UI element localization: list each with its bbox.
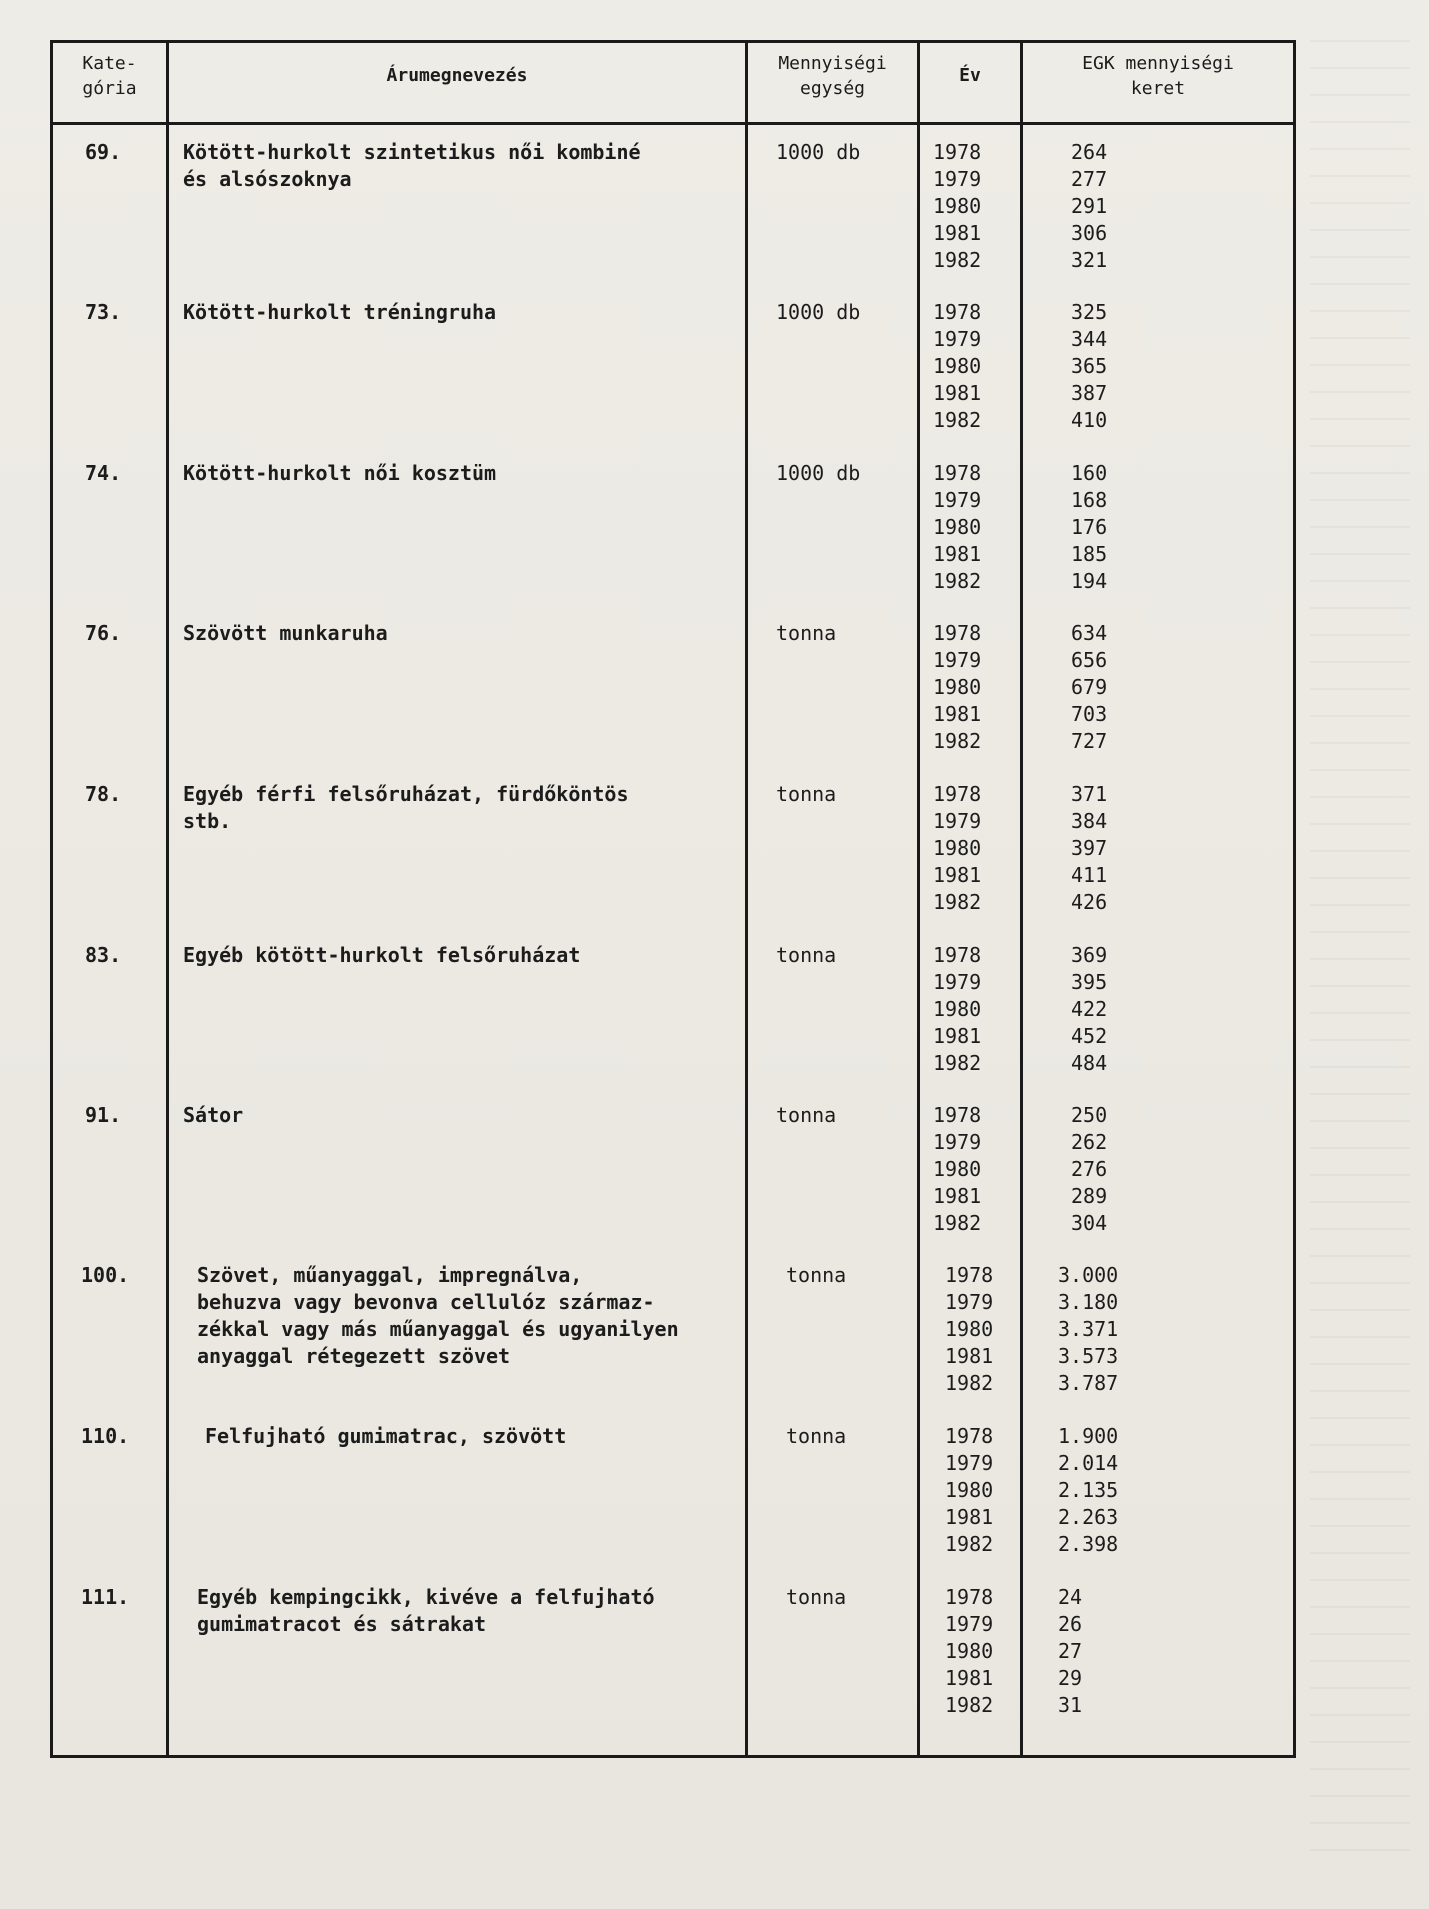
year-value: 1978 bbox=[933, 461, 982, 485]
header-product: Árumegnevezés bbox=[386, 65, 528, 86]
unit-cell: 1000 db bbox=[776, 300, 861, 324]
product-name-line: Felfujható gumimatrac, szövött bbox=[205, 1424, 567, 1448]
year-value: 1982 bbox=[945, 1693, 994, 1717]
quota-value: 387 bbox=[1071, 381, 1108, 405]
year-list bbox=[945, 1423, 993, 1558]
year-value: 1980 bbox=[933, 675, 982, 699]
quota-value: 24 bbox=[1058, 1585, 1083, 1609]
year-value: 1980 bbox=[945, 1478, 994, 1502]
year-value: 1978 bbox=[945, 1263, 994, 1287]
unit-cell: tonna bbox=[786, 1585, 847, 1609]
column-divider bbox=[166, 43, 169, 1755]
year-list bbox=[933, 460, 981, 595]
quota-value: 3.371 bbox=[1058, 1317, 1119, 1341]
category-cell: 74. bbox=[85, 461, 122, 485]
product-name-cell bbox=[183, 620, 743, 647]
year-value: 1981 bbox=[945, 1505, 994, 1529]
year-value: 1982 bbox=[945, 1371, 994, 1395]
year-value: 1979 bbox=[933, 1130, 982, 1154]
year-value: 1981 bbox=[945, 1666, 994, 1690]
quota-list bbox=[1071, 139, 1107, 274]
column-divider bbox=[745, 43, 748, 1755]
quota-value: 27 bbox=[1058, 1639, 1083, 1663]
product-name-line: Kötött-hurkolt tréningruha bbox=[183, 300, 497, 324]
header-unit bbox=[748, 51, 917, 101]
product-name-cell bbox=[183, 942, 743, 969]
quota-value: 168 bbox=[1071, 488, 1108, 512]
quota-value: 452 bbox=[1071, 1024, 1108, 1048]
year-list bbox=[933, 1102, 981, 1237]
header-quota-line: keret bbox=[1130, 78, 1186, 99]
year-value: 1982 bbox=[933, 1211, 982, 1235]
year-value: 1980 bbox=[945, 1639, 994, 1663]
header-category bbox=[53, 51, 166, 101]
category-cell: 91. bbox=[85, 1103, 122, 1127]
quota-value: 277 bbox=[1071, 167, 1108, 191]
year-value: 1978 bbox=[933, 300, 982, 324]
product-name-line: stb. bbox=[183, 809, 232, 833]
quota-value: 2.014 bbox=[1058, 1451, 1119, 1475]
year-value: 1981 bbox=[933, 1024, 982, 1048]
quota-value: 176 bbox=[1071, 515, 1108, 539]
quota-value: 276 bbox=[1071, 1157, 1108, 1181]
quota-value: 262 bbox=[1071, 1130, 1108, 1154]
column-divider bbox=[1020, 43, 1023, 1755]
quota-value: 411 bbox=[1071, 863, 1108, 887]
product-name-cell bbox=[183, 781, 743, 835]
unit-cell: 1000 db bbox=[776, 461, 861, 485]
quota-list bbox=[1071, 460, 1107, 595]
quota-value: 371 bbox=[1071, 782, 1108, 806]
year-value: 1978 bbox=[933, 782, 982, 806]
quota-value: 250 bbox=[1071, 1103, 1108, 1127]
year-value: 1979 bbox=[933, 488, 982, 512]
header-unit-line: Mennyiségi bbox=[778, 53, 887, 74]
quota-list bbox=[1071, 620, 1107, 755]
quota-value: 344 bbox=[1071, 327, 1108, 351]
year-value: 1978 bbox=[933, 1103, 982, 1127]
quota-value: 426 bbox=[1071, 890, 1108, 914]
product-name-cell bbox=[197, 1262, 757, 1370]
unit-cell: tonna bbox=[776, 943, 837, 967]
category-cell: 69. bbox=[85, 140, 122, 164]
year-value: 1978 bbox=[933, 943, 982, 967]
category-cell: 111. bbox=[81, 1585, 130, 1609]
category-cell: 83. bbox=[85, 943, 122, 967]
quota-value: 306 bbox=[1071, 221, 1108, 245]
year-value: 1979 bbox=[933, 809, 982, 833]
year-value: 1981 bbox=[933, 1184, 982, 1208]
quota-value: 365 bbox=[1071, 354, 1108, 378]
year-value: 1980 bbox=[945, 1317, 994, 1341]
quota-value: 3.787 bbox=[1058, 1371, 1119, 1395]
product-name-line: Kötött-hurkolt szintetikus női kombiné bbox=[183, 140, 641, 164]
quota-value: 679 bbox=[1071, 675, 1108, 699]
product-name-cell bbox=[197, 1584, 757, 1638]
product-name-line: Egyéb kempingcikk, kivéve a felfujható bbox=[197, 1585, 655, 1609]
product-name-cell bbox=[183, 1102, 743, 1129]
quota-value: 484 bbox=[1071, 1051, 1108, 1075]
header-category-line: gória bbox=[82, 78, 137, 99]
quota-list bbox=[1071, 942, 1107, 1077]
product-name-line: gumimatracot és sátrakat bbox=[197, 1612, 486, 1636]
product-name-line: zékkal vagy más műanyaggal és ugyanilyen bbox=[197, 1317, 679, 1341]
bleed-through-texture bbox=[1310, 40, 1410, 1860]
unit-cell: tonna bbox=[786, 1263, 847, 1287]
year-value: 1979 bbox=[933, 970, 982, 994]
quota-value: 185 bbox=[1071, 542, 1108, 566]
quota-value: 703 bbox=[1071, 702, 1108, 726]
quota-value: 29 bbox=[1058, 1666, 1083, 1690]
header-quota-line: EGK mennyiségi bbox=[1082, 53, 1234, 74]
quota-value: 160 bbox=[1071, 461, 1108, 485]
quota-value: 2.398 bbox=[1058, 1532, 1119, 1556]
quota-value: 31 bbox=[1058, 1693, 1083, 1717]
quota-value: 26 bbox=[1058, 1612, 1083, 1636]
product-name-cell bbox=[205, 1423, 765, 1450]
category-cell: 76. bbox=[85, 621, 122, 645]
unit-cell: tonna bbox=[776, 782, 837, 806]
quota-list bbox=[1071, 299, 1107, 434]
year-value: 1982 bbox=[933, 408, 982, 432]
year-value: 1978 bbox=[945, 1585, 994, 1609]
quota-value: 3.000 bbox=[1058, 1263, 1119, 1287]
quota-value: 1.900 bbox=[1058, 1424, 1119, 1448]
year-value: 1979 bbox=[945, 1612, 994, 1636]
quota-value: 384 bbox=[1071, 809, 1108, 833]
product-name-line: Egyéb férfi felsőruházat, fürdőköntös bbox=[183, 782, 629, 806]
quota-value: 321 bbox=[1071, 248, 1108, 272]
year-value: 1982 bbox=[945, 1532, 994, 1556]
year-value: 1981 bbox=[945, 1344, 994, 1368]
category-cell: 100. bbox=[81, 1263, 130, 1287]
quota-value: 289 bbox=[1071, 1184, 1108, 1208]
year-value: 1981 bbox=[933, 221, 982, 245]
year-value: 1982 bbox=[933, 890, 982, 914]
quota-value: 634 bbox=[1071, 621, 1108, 645]
quota-list bbox=[1058, 1262, 1118, 1397]
quota-value: 264 bbox=[1071, 140, 1108, 164]
year-value: 1979 bbox=[945, 1451, 994, 1475]
year-value: 1980 bbox=[933, 515, 982, 539]
year-value: 1980 bbox=[933, 1157, 982, 1181]
year-value: 1980 bbox=[933, 836, 982, 860]
year-list bbox=[945, 1262, 993, 1397]
year-value: 1981 bbox=[933, 863, 982, 887]
year-value: 1981 bbox=[933, 542, 982, 566]
year-value: 1982 bbox=[933, 569, 982, 593]
quota-value: 194 bbox=[1071, 569, 1108, 593]
year-value: 1978 bbox=[933, 621, 982, 645]
unit-cell: 1000 db bbox=[776, 140, 861, 164]
quota-value: 3.180 bbox=[1058, 1290, 1119, 1314]
quota-value: 325 bbox=[1071, 300, 1108, 324]
quota-list bbox=[1071, 1102, 1107, 1237]
quota-value: 291 bbox=[1071, 194, 1108, 218]
year-value: 1981 bbox=[933, 381, 982, 405]
year-list bbox=[933, 781, 981, 916]
year-list bbox=[933, 299, 981, 434]
product-name-line: behuzva vagy bevonva cellulóz származ- bbox=[197, 1290, 655, 1314]
year-value: 1978 bbox=[933, 140, 982, 164]
product-name-line: Sátor bbox=[183, 1103, 244, 1127]
quota-value: 304 bbox=[1071, 1211, 1108, 1235]
category-cell: 73. bbox=[85, 300, 122, 324]
quota-table bbox=[50, 40, 1296, 1758]
product-name-cell bbox=[183, 139, 743, 193]
year-value: 1980 bbox=[933, 194, 982, 218]
category-cell: 110. bbox=[81, 1424, 130, 1448]
year-value: 1979 bbox=[933, 648, 982, 672]
product-name-cell bbox=[183, 299, 743, 326]
year-value: 1978 bbox=[945, 1424, 994, 1448]
quota-value: 395 bbox=[1071, 970, 1108, 994]
quota-value: 410 bbox=[1071, 408, 1108, 432]
product-name-line: Kötött-hurkolt női kosztüm bbox=[183, 461, 497, 485]
quota-value: 2.263 bbox=[1058, 1505, 1119, 1529]
year-value: 1979 bbox=[945, 1290, 994, 1314]
year-list bbox=[933, 139, 981, 274]
unit-cell: tonna bbox=[786, 1424, 847, 1448]
column-divider bbox=[917, 43, 920, 1755]
quota-value: 369 bbox=[1071, 943, 1108, 967]
product-name-line: Egyéb kötött-hurkolt felsőruházat bbox=[183, 943, 581, 967]
quota-value: 422 bbox=[1071, 997, 1108, 1021]
quota-value: 3.573 bbox=[1058, 1344, 1119, 1368]
unit-cell: tonna bbox=[776, 621, 837, 645]
product-name-cell bbox=[183, 460, 743, 487]
year-list bbox=[945, 1584, 993, 1719]
year-value: 1982 bbox=[933, 248, 982, 272]
year-value: 1980 bbox=[933, 354, 982, 378]
quota-value: 397 bbox=[1071, 836, 1108, 860]
year-list bbox=[933, 620, 981, 755]
quota-value: 727 bbox=[1071, 729, 1108, 753]
header-category-line: Kate- bbox=[82, 53, 137, 74]
header-divider bbox=[53, 122, 1293, 125]
year-value: 1979 bbox=[933, 327, 982, 351]
year-value: 1981 bbox=[933, 702, 982, 726]
year-value: 1982 bbox=[933, 729, 982, 753]
quota-value: 656 bbox=[1071, 648, 1108, 672]
year-value: 1982 bbox=[933, 1051, 982, 1075]
header-quota bbox=[1023, 51, 1293, 101]
year-value: 1979 bbox=[933, 167, 982, 191]
product-name-line: anyaggal rétegezett szövet bbox=[197, 1344, 511, 1368]
product-name-line: és alsószoknya bbox=[183, 167, 352, 191]
quota-value: 2.135 bbox=[1058, 1478, 1119, 1502]
header-year: Év bbox=[959, 65, 981, 86]
quota-list bbox=[1058, 1423, 1118, 1558]
product-name-line: Szövött munkaruha bbox=[183, 621, 388, 645]
quota-list bbox=[1071, 781, 1107, 916]
year-list bbox=[933, 942, 981, 1077]
category-cell: 78. bbox=[85, 782, 122, 806]
header-unit-line: egység bbox=[799, 78, 866, 99]
quota-list bbox=[1058, 1584, 1082, 1719]
unit-cell: tonna bbox=[776, 1103, 837, 1127]
product-name-line: Szövet, műanyaggal, impregnálva, bbox=[197, 1263, 583, 1287]
year-value: 1980 bbox=[933, 997, 982, 1021]
